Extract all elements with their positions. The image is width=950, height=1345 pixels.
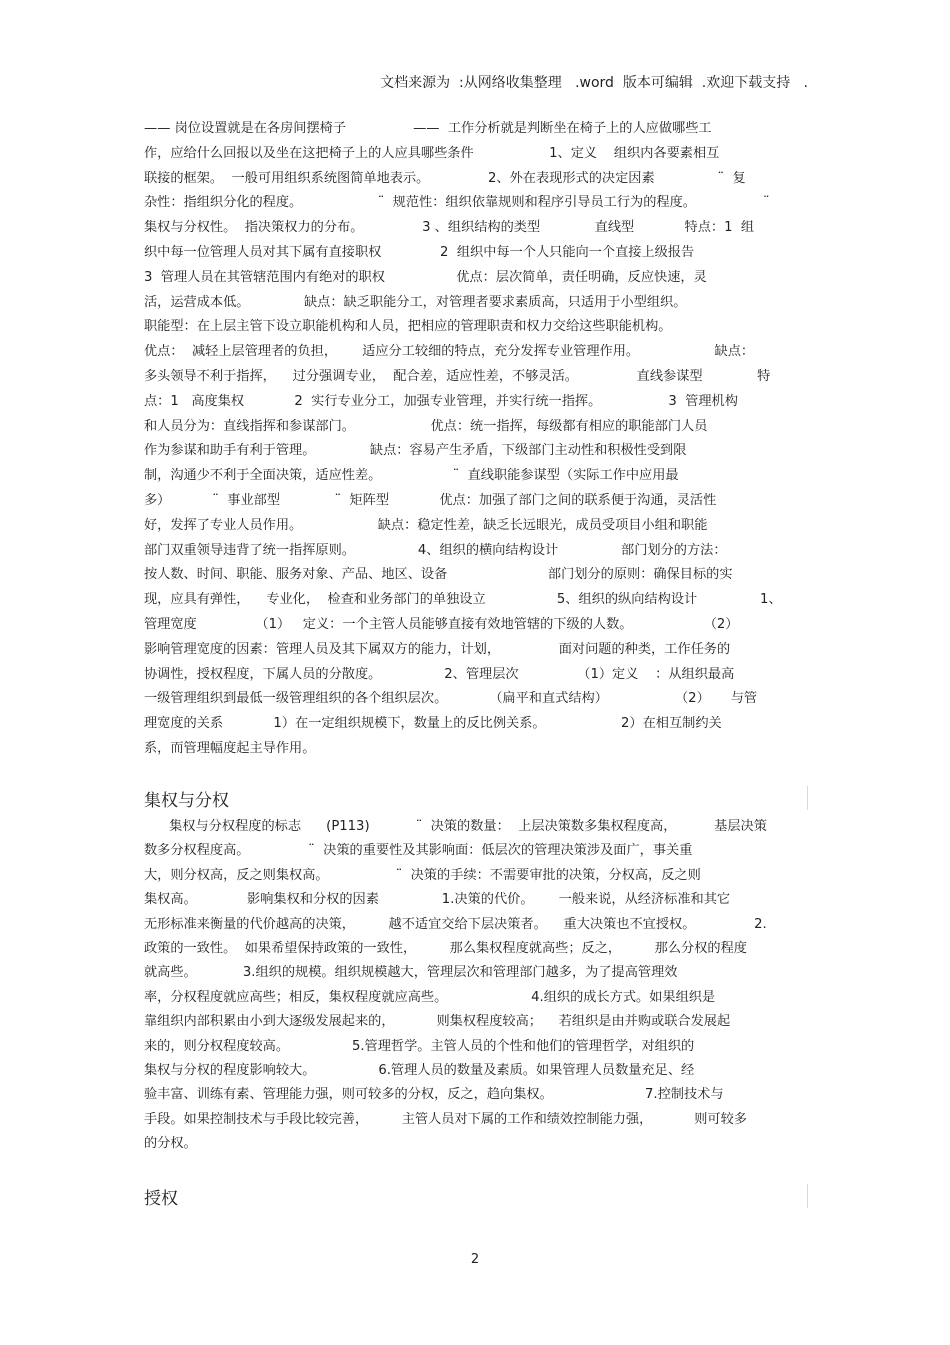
text-line: 制，沟通少不利于全面决策，适应性差。 ¨ 直线职能参谋型（实际工作中应用最	[144, 468, 679, 484]
text-line: 职能型：在上层主管下设立职能机构和人员，把相应的管理职责和权力交给这些职能机构。	[144, 319, 672, 335]
text-line: 作为参谋和助手有利于管理。 缺点：容易产生矛盾，下级部门主动性和积极性受到限	[144, 443, 687, 459]
text-line: 的分权。	[144, 1136, 197, 1152]
text-line: 系，而管理幅度起主导作用。	[144, 740, 316, 756]
text-line: 无形标准来衡量的代价越高的决策， 越不适宜交给下层决策者。 重大决策也不宜授权。 2.	[144, 916, 767, 932]
text-line: 集权与分权的程度影响较大。 6.管理人员的数量及素质。如果管理人员数量充足、经	[144, 1062, 695, 1078]
text-line: 点：1 高度集权 2 实行专业分工，加强专业管理，并实行统一指挥。 3 管理机构	[144, 393, 738, 409]
text-line: 3 管理人员在其管辖范围内有绝对的职权 优点：层次简单，责任明确，反应快速，灵	[144, 269, 707, 285]
text-line: 优点： 减轻上层管理者的负担， 适应分工较细的特点，充分发挥专业管理作用。 缺点：	[144, 344, 755, 360]
text-line: 一级管理组织到最低一级管理组织的各个组织层次。 （扁平和直式结构） （2） 与管	[144, 691, 758, 707]
text-line: 活，运营成本低。 缺点：缺乏职能分工，对管理者要求素质高，只适用于小型组织。	[144, 294, 687, 310]
section-heading-text: 授权	[144, 1189, 178, 1209]
text-line: 率，分权程度就应高些；相反，集权程度就应高些。 4.组织的成长方式。如果组织是	[144, 989, 716, 1005]
page-number: 2	[470, 1252, 480, 1267]
text-line: —— 岗位设置就是在各房间摆椅子 —— 工作分析就是判断坐在椅子上的人应做哪些工	[144, 121, 712, 136]
text-line: 验丰富、训练有素、管理能力强，则可较多的分权，反之，趋向集权。 7.控制技术与	[144, 1087, 724, 1103]
text-line: 现，应具有弹性， 专业化， 检查和业务部门的单独设立 5、组织的纵向结构设计 1、	[144, 592, 782, 608]
text-line: 集权与分权性。 指决策权力的分布。 3 、组织结构的类型 直线型 特点：1 组	[144, 220, 755, 236]
heading-divider	[807, 786, 808, 810]
text-line: 和人员分为：直线指挥和参谋部门。 优点：统一指挥，每级都有相应的职能部门人员	[144, 418, 708, 434]
text-line: 影响管理宽度的因素：管理人员及其下属双方的能力，计划， 面对问题的种类，工作任务的	[144, 641, 731, 657]
text-line: 理宽度的关系 1）在一定组织规模下，数量上的反比例关系。 2）在相互制约关	[144, 716, 722, 732]
source-note-header: 文档来源为 :从网络收集整理 .word 版本可编辑 .欢迎下载支持 .	[380, 75, 808, 91]
text-line: 协调性，授权程度，下属人员的分散度。 2、管理层次 （1）定义 ：从组织最高	[144, 666, 735, 682]
section-heading-delegation	[144, 1184, 808, 1208]
text-line: 好，发挥了专业人员作用。 缺点：稳定性差，缺乏长远眼光，成员受项目小组和职能	[144, 517, 708, 533]
section-heading-centralization	[144, 786, 808, 810]
text-line: 集权高。 影响集权和分权的因素 1.决策的代价。 一般来说，从经济标准和其它	[144, 892, 731, 908]
section2-body	[144, 815, 808, 1156]
text-line: 多头领导不利于指挥， 过分强调专业， 配合差，适应性差，不够灵活。 直线参谋型 特	[144, 368, 771, 384]
heading-divider	[807, 1184, 808, 1208]
text-line: 手段。如果控制技术与手段比较完善， 主管人员对下属的工作和绩效控制能力强， 则可较多	[144, 1111, 747, 1127]
text-line: 大，则分权高，反之则集权高。 ¨ 决策的手续：不需要审批的决策，分权高，反之则	[144, 867, 701, 883]
text-line: 联接的框架。 一般可用组织系统图简单地表示。 2、外在表现形式的决定因素 ¨ 复	[144, 170, 746, 186]
text-line: 就高些。 3.组织的规模。组织规模越大，管理层次和管理部门越多，为了提高管理效	[144, 965, 678, 981]
text-line: 按人数、时间、职能、服务对象、产品、地区、设备 部门划分的原则：确保目标的实	[144, 567, 733, 583]
text-line: 织中每一位管理人员对其下属有直接职权 2 组织中每一个人只能向一个直接上级报告	[144, 244, 695, 260]
text-line: 部门双重领导违背了统一指挥原则。 4、组织的横向结构设计 部门划分的方法：	[144, 542, 727, 558]
text-line: 数多分权程度高。 ¨ 决策的重要性及其影响面：低层次的管理决策涉及面广，事关重	[144, 843, 693, 859]
text-line: 杂性：指组织分化的程度。 ¨ 规范性：组织依靠规则和程序引导员工行为的程度。 ¨	[144, 195, 770, 211]
text-line: 来的，则分权程度较高。 5.管理哲学。主管人员的个性和他们的管理哲学，对组织的	[144, 1038, 695, 1054]
text-line: 管理宽度 （1） 定义：一个主管人员能够直接有效地管辖的下级的人数。 （2）	[144, 616, 739, 632]
section1-body	[144, 117, 808, 762]
text-line: 政策的一致性。 如果希望保持政策的一致性， 那么集权程度就高些；反之， 那么分权的程度	[144, 940, 747, 956]
section-heading-text: 集权与分权	[144, 791, 229, 811]
text-line: 集权与分权程度的标志 (P113) ¨ 决策的数量： 上层决策数多集权程度高， 基层决策	[144, 819, 767, 834]
text-line: 多） ¨ 事业部型 ¨ 矩阵型 优点：加强了部门之间的联系便于沟通，灵活性	[144, 492, 717, 508]
text-line: 靠组织内部积累由小到大逐级发展起来的， 则集权程度较高； 若组织是由并购或联合发展起	[144, 1014, 731, 1030]
text-line: 作，应给什么回报以及坐在这把椅子上的人应具哪些条件 1、定义 组织内各要素相互	[144, 145, 720, 161]
